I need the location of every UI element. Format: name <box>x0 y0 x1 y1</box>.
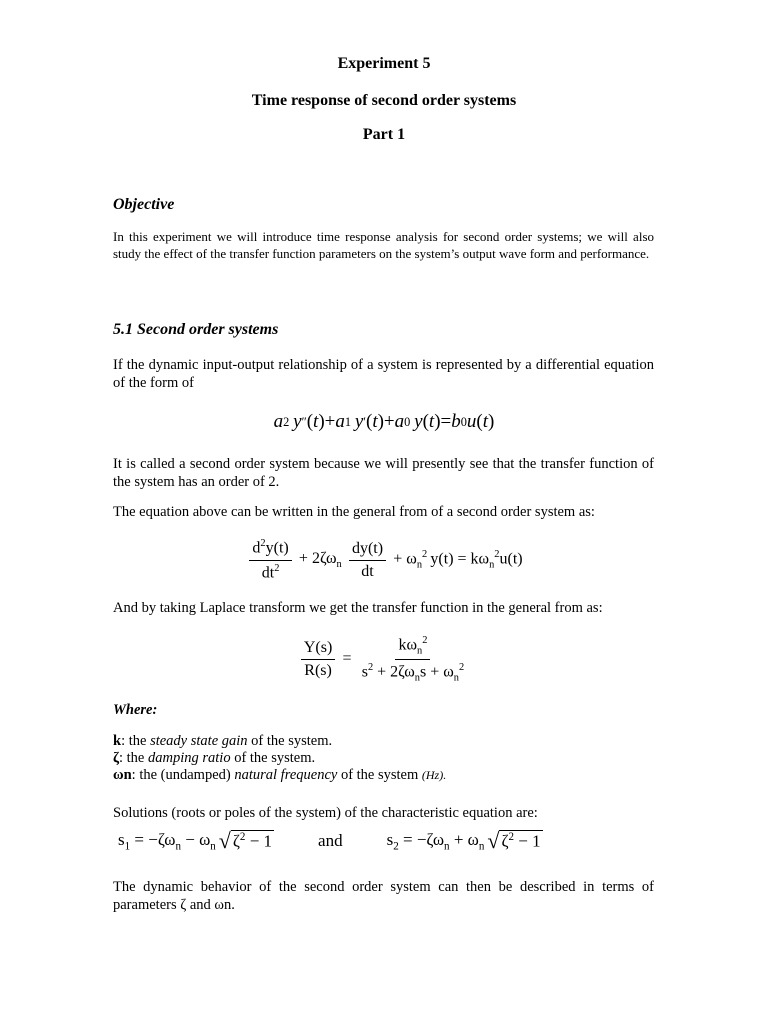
section-heading: 5.1 Second order systems <box>113 321 279 338</box>
sqrt-icon: √ $\zeta^2 - 1$ <box>218 828 273 853</box>
objective-text: In this experiment we will introduce time response analysis for second order systems; we will also study the effect of the transfer function parameters on the system’s output wave form and performance. <box>113 229 654 261</box>
definition-omega-n: ωn: the (undamped) natural frequency of the system (Hz). <box>113 767 447 783</box>
section-solutions: Solutions (roots or poles of the system) of the characteristic equation are: <box>113 805 538 821</box>
definition-k: k: the steady state gain of the system. <box>113 733 333 749</box>
transfer-function-equation: $\frac{Y(s)}{R(s)}$ = $\frac{k\omega_n^2}{s^2 + 2\zeta\omega_ns + \omega_n^2}$ <box>0 633 768 685</box>
sqrt-icon: √ $\zeta^2 - 1$ <box>487 828 541 853</box>
root-s1: $s_1 = -\zeta\omega_n - \omega_n$ <box>118 829 216 853</box>
objective-heading: Objective <box>113 196 175 213</box>
experiment-subtitle: Time response of second order systems <box>251 92 517 109</box>
and-word: and <box>318 831 343 850</box>
section-dynamic: The dynamic behavior of the second order system can then be described in terms of parameters ζ and ωn. <box>113 879 654 913</box>
root-s2: $s_2 = -\zeta\omega_n + \omega_n$ <box>386 829 485 853</box>
where-label: Where: <box>113 702 158 718</box>
section-called: It is called a second order system because we will presently see that the transfer function of the system has an order of 2. <box>113 456 654 490</box>
section-intro: If the dynamic input-output relationship of a system is represented by a differential equation of the form of <box>113 357 654 391</box>
definition-zeta: ζ: the damping ratio of the system. <box>113 750 316 766</box>
differential-equation: a 2 y ″ ( t )+ a 1 y ′ ( t )+ a 0 y ( t )= b 0 u ( t ) <box>273 411 495 432</box>
experiment-part: Part 1 <box>362 126 406 143</box>
experiment-title: Experiment 5 <box>337 55 431 72</box>
section-general-from: The equation above can be written in the general from of a second order system as: <box>113 504 595 520</box>
general-ode-equation: $\frac{d^2y(t)}{dt^2}$ + $2\zeta\omega_n$ $\frac{dy(t)}{dt}$ + $\omega_n^2$ $y(t) = k\omega_n^2u(t)$ <box>0 535 768 585</box>
roots-equations <box>118 824 543 858</box>
parameter-definitions <box>113 733 446 784</box>
section-laplace: And by taking Laplace transform we get the transfer function in the general from as: <box>113 600 603 616</box>
